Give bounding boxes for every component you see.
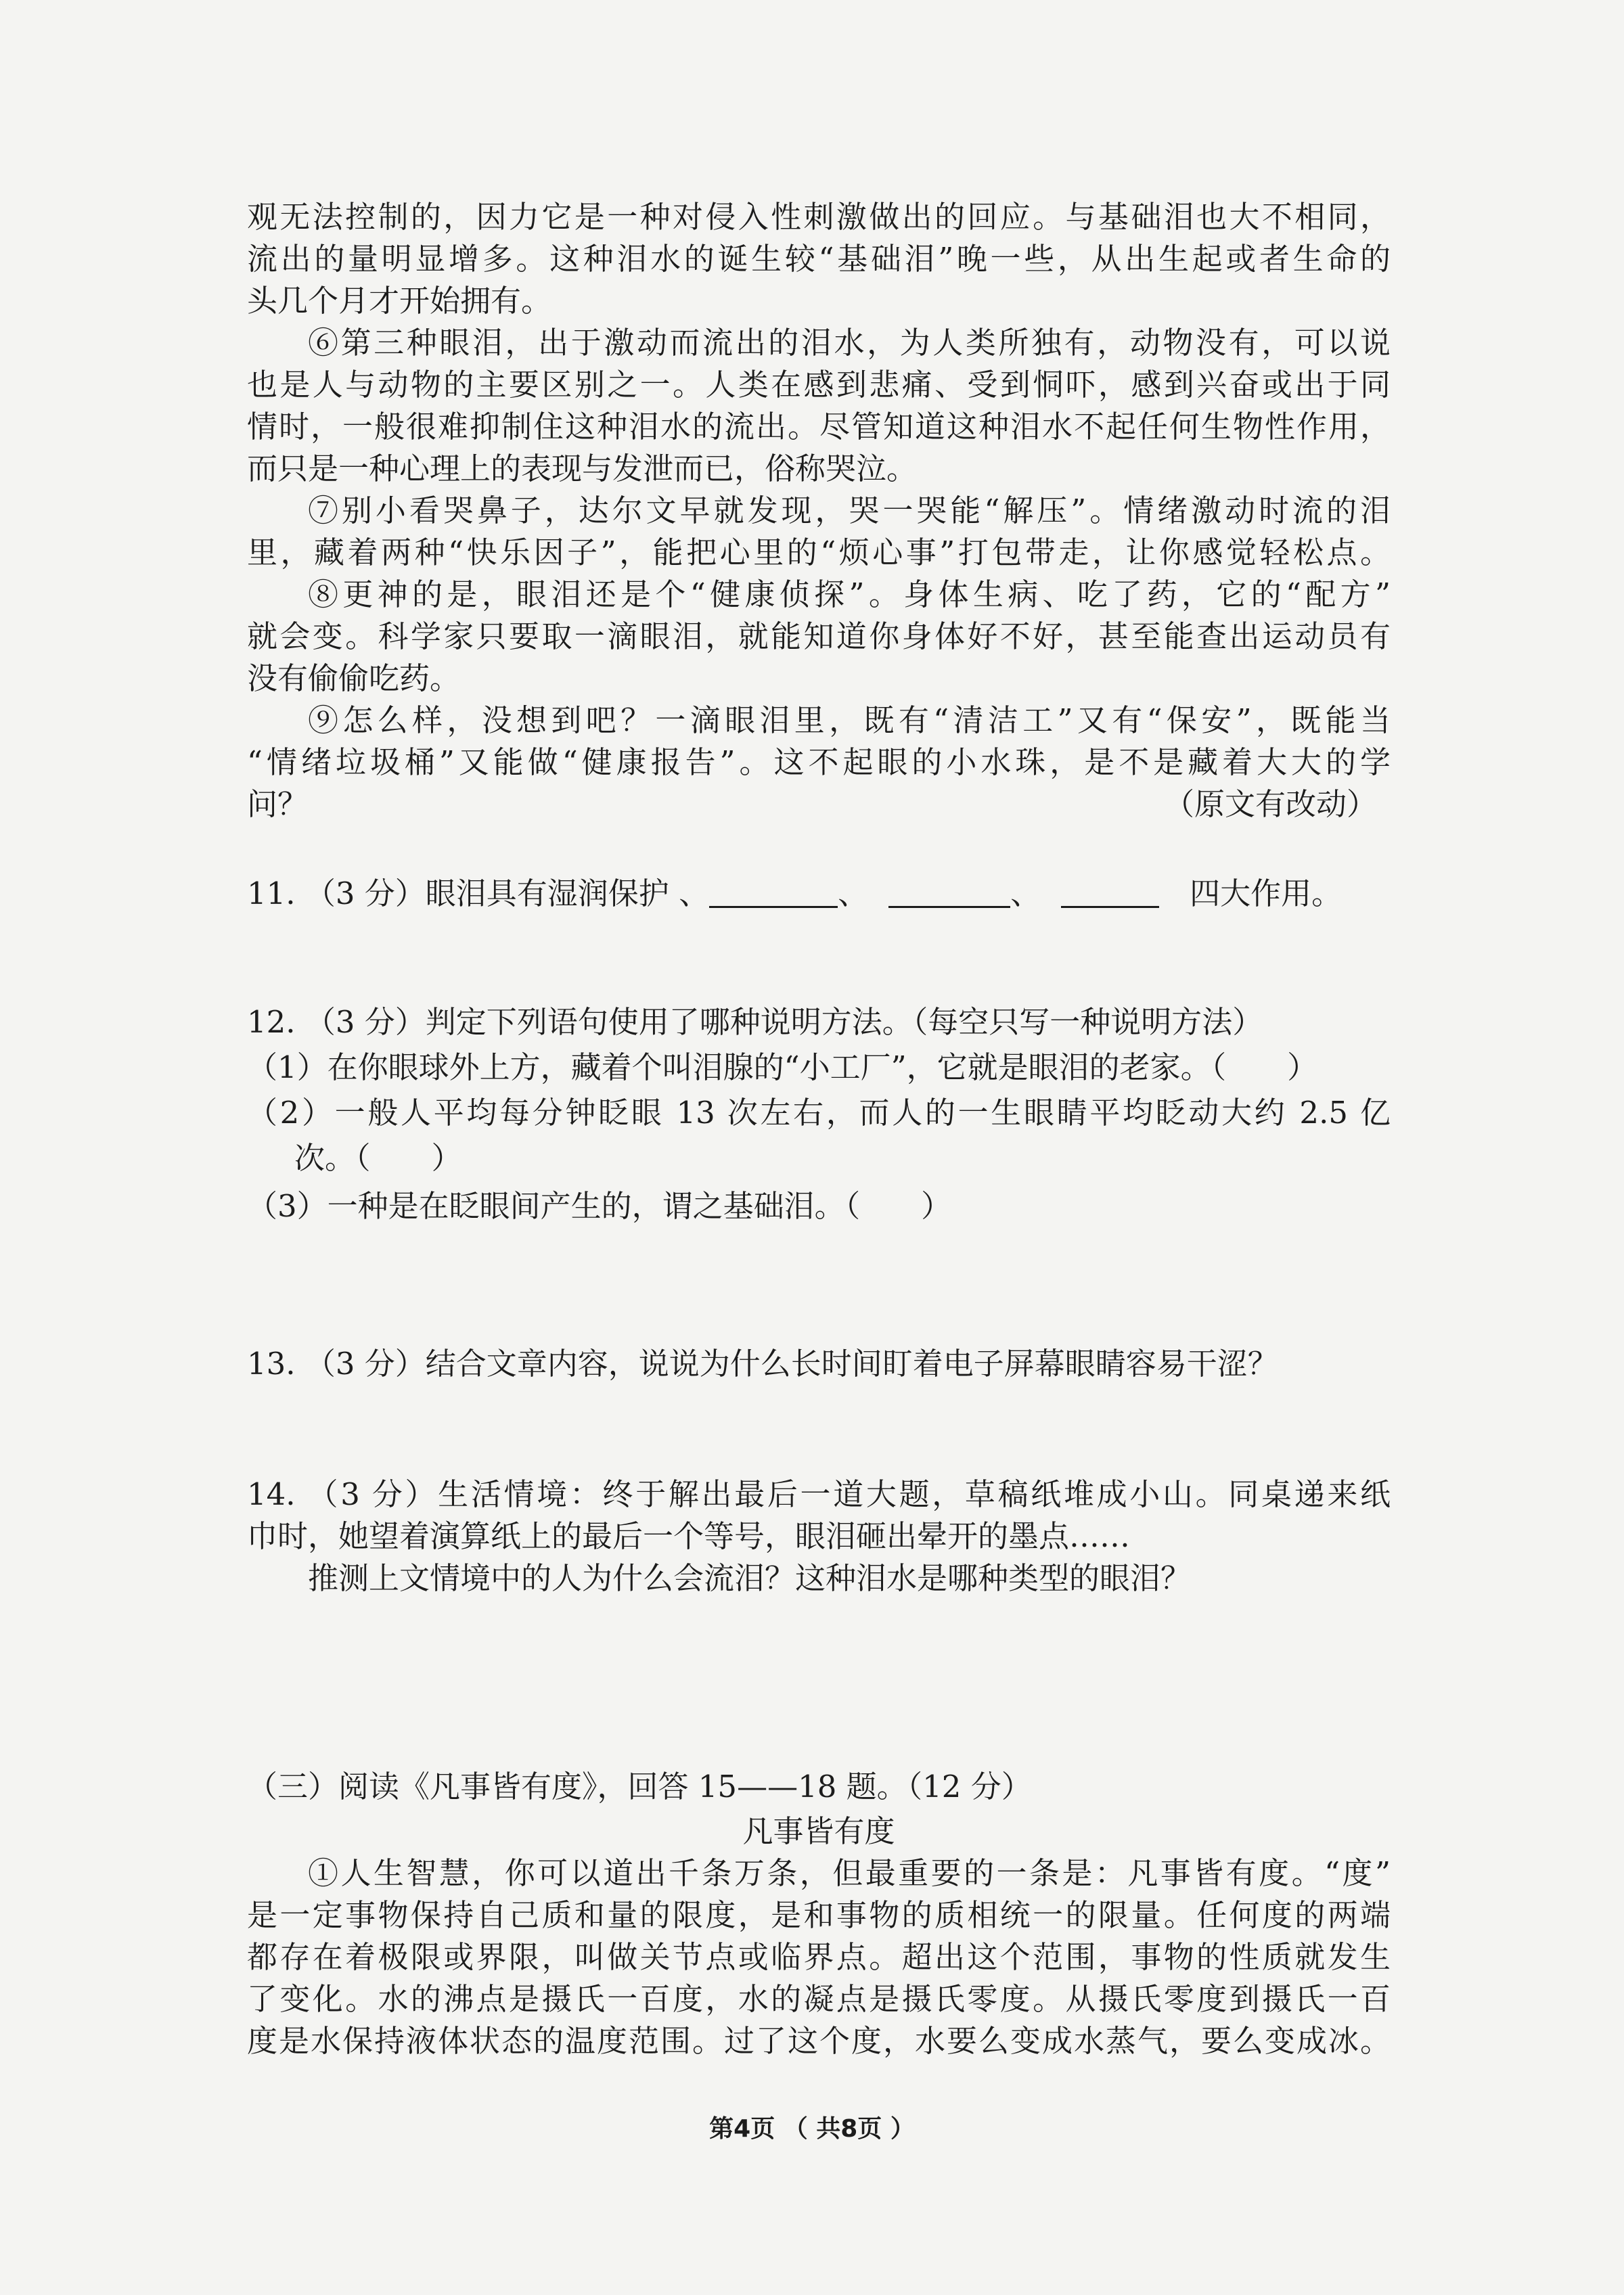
article-line: 了变化。水的沸点是摄氏一百度，水的凝点是摄氏零度。从摄氏零度到摄氏一百 — [247, 1981, 1391, 2017]
paragraph-6-line: 而只是一种心理上的表现与发泄而已，俗称哭泣。 — [247, 451, 918, 486]
paragraph-8-line: ⑧更神的是，眼泪还是个“健康侦探”。身体生病、吃了药，它的“配方” — [308, 576, 1391, 612]
paragraph-6-line: 情时，一般很难抑制住这种泪水的流出。尽管知道这种泪水不起任何生物性作用， — [247, 409, 1391, 445]
paragraph-9-line: ⑨怎么样，没想到吧？一滴眼泪里，既有“清洁工”又有“保安”，既能当 — [308, 702, 1391, 738]
paragraph-7-line: 里，藏着两种“快乐因子”，能把心里的“烦心事”打包带走，让你感觉轻松点。 — [247, 535, 1391, 570]
blank-separator: 、 — [1010, 876, 1041, 911]
paragraph-8-line: 没有偷偷吃药。 — [247, 660, 461, 696]
question-12-item: （1）在你眼球外上方，藏着个叫泪腺的“小工厂”，它就是眼泪的老家。（ ） — [247, 1049, 1318, 1085]
question-12-item: （2）一般人平均每分钟眨眼 13 次左右，而人的一生眼睛平均眨动大约 2.5 亿 — [247, 1095, 1391, 1131]
passage-line: 流出的量明显增多。这种泪水的诞生较“基础泪”晚一些，从出生起或者生命的 — [247, 241, 1391, 277]
passage-line: 观无法控制的，因力它是一种对侵入性刺激做出的回应。与基础泪也大不相同， — [247, 199, 1391, 235]
question-11-lead: 11. （3 分）眼泪具有湿润保护 、 — [247, 876, 710, 911]
answer-blank[interactable] — [709, 879, 838, 908]
paragraph-8-line: 就会变。科学家只要取一滴眼泪，就能知道你身体好不好，甚至能查出运动员有 — [247, 618, 1391, 654]
page-footer: 第4页 （ 共8页 ） — [709, 2115, 915, 2143]
question-12-item: 次。（ ） — [294, 1140, 462, 1176]
question-12-stem: 12. （3 分）判定下列语句使用了哪种说明方法。（每空只写一种说明方法） — [247, 1004, 1263, 1040]
article-line: 都存在着极限或界限，叫做关节点或临界点。超出这个范围，事物的性质就发生 — [247, 1939, 1391, 1975]
question-14-line: 巾时，她望着演算纸上的最后一个等号，眼泪砸出晕开的墨点…… — [247, 1518, 1131, 1554]
blank-separator: 、 — [838, 876, 869, 911]
article-line: 是一定事物保持自己质和量的限度，是和事物的质相统一的限量。任何度的两端 — [247, 1897, 1391, 1933]
question-14-line: 14. （3 分）生活情境：终于解出最后一道大题，草稿纸堆成小山。同桌递来纸 — [247, 1476, 1391, 1512]
paragraph-9-line: 问？ — [247, 786, 309, 822]
article-line: ①人生智慧，你可以道出千条万条，但最重要的一条是：凡事皆有度。“度” — [308, 1855, 1391, 1891]
paragraph-7-line: ⑦别小看哭鼻子，达尔文早就发现，哭一哭能“解压”。情绪激动时流的泪 — [308, 493, 1391, 528]
answer-blank[interactable] — [1061, 879, 1159, 908]
question-13: 13. （3 分）结合文章内容，说说为什么长时间盯着电子屏幕眼睛容易干涩？ — [247, 1346, 1278, 1382]
paragraph-6-line: ⑥第三种眼泪，出于激动而流出的泪水，为人类所独有，动物没有，可以说 — [308, 325, 1391, 361]
passage-line: 头几个月才开始拥有。 — [247, 283, 552, 319]
question-11 — [247, 873, 1391, 915]
question-11-tail: 四大作用。 — [1190, 876, 1343, 911]
source-note: （原文有改动） — [1163, 786, 1377, 822]
paragraph-9-line: “情绪垃圾桶”又能做“健康报告”。这不起眼的小水珠，是不是藏着大大的学 — [247, 744, 1391, 780]
article-title: 凡事皆有度 — [742, 1813, 895, 1849]
paragraph-6-line: 也是人与动物的主要区别之一。人类在感到悲痛、受到恫吓，感到兴奋或出于同 — [247, 367, 1391, 403]
question-12-item: （3）一种是在眨眼间产生的，谓之基础泪。（ ） — [247, 1188, 952, 1224]
article-line: 度是水保持液体状态的温度范围。过了这个度，水要么变成水蒸气，要么变成冰。 — [247, 2023, 1391, 2059]
answer-blank[interactable] — [888, 879, 1010, 908]
question-14-prompt: 推测上文情境中的人为什么会流泪？这种泪水是哪种类型的眼泪？ — [308, 1560, 1192, 1596]
section-3-heading: （三）阅读《凡事皆有度》，回答 15——18 题。（12 分） — [247, 1769, 1032, 1804]
